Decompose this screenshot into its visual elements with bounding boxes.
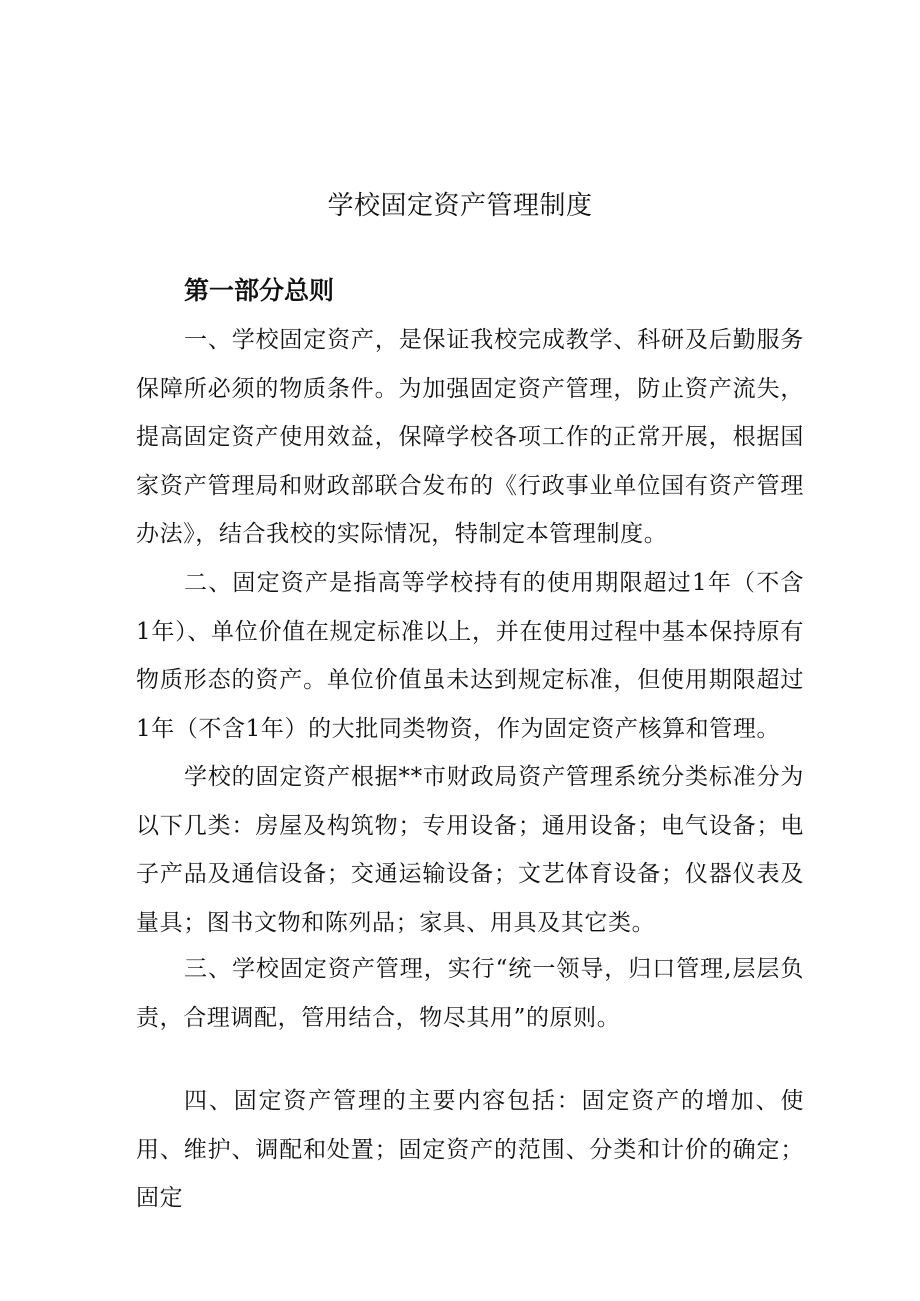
document-title: 学校固定资产管理制度 (327, 191, 593, 222)
paragraph-4: 三、学校固定资产管理，实行“统一领导，归口管理,层层负责，合理调配，管用结合，物尽其用”的原则。 (136, 956, 804, 1031)
paragraph-2: 二、固定资产是指高等学校持有的使用期限超过1年（不含1年）、单位价值在规定标准以上，并在使用过程中基本保持原有物质形态的资产。单位价值虽未达到规定标准，但使用期限超过1年（不含1年）的大批同类物资，作为固定资产核算和管理。 (136, 570, 804, 742)
paragraph-3: 学校的固定资产根据**市财政局资产管理系统分类标准分为以下几类：房屋及构筑物；专用设备；通用设备；电气设备；电子产品及通信设备；交通运输设备；文艺体育设备；仪器仪表及量具；图书文物和陈列品；家具、用具及其它类。 (136, 764, 804, 936)
paragraph-5: 四、固定资产管理的主要内容包括：固定资产的增加、使用、维护、调配和处置；固定资产的范围、分类和计价的确定；固定 (136, 1088, 804, 1211)
section-heading: 第一部分总则 (184, 276, 335, 305)
paragraph-1: 一、学校固定资产，是保证我校完成教学、科研及后勤服务保障所必须的物质条件。为加强固定资产管理，防止资产流失，提高固定资产使用效益，保障学校各项工作的正常开展，根据国家资产管理局和财政部联合发布的《行政事业单位国有资产管理办法》，结合我校的实际情况，特制定本管理制度。 (136, 327, 804, 547)
